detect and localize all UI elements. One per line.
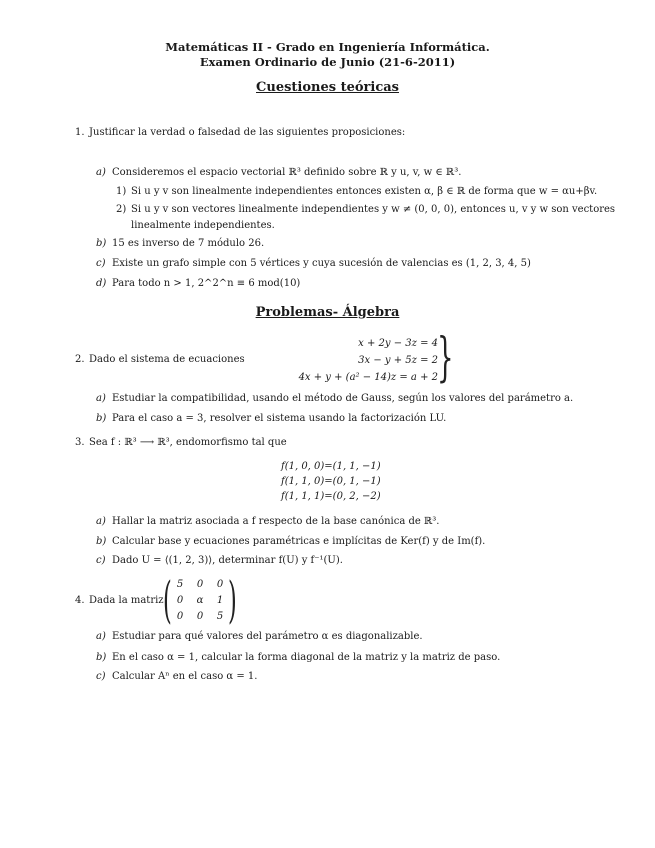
q3-def-2: f(1, 1, 0)=(0, 1, −1) <box>281 476 381 487</box>
matrix-cell: 1 <box>216 595 224 606</box>
q3-c-text: Dado U = ⟨(1, 2, 3)⟩, determinar f(U) y f⁻¹(U). <box>112 555 343 566</box>
q4-intro: Dada la matriz <box>89 595 164 606</box>
q1-a1-text: Si u y v son linealmente independientes entonces existen α, β ∈ ℝ de forma que w = αu+βv. <box>131 186 598 197</box>
header-subtitle: Examen Ordinario de Junio (21-6-2011) <box>199 55 456 69</box>
q1-a-text: Consideremos el espacio vectorial ℝ³ definido sobre ℝ y u, v, w ∈ ℝ³. <box>112 167 462 178</box>
q3-a-text: Hallar la matriz asociada a f respecto de la base canónica de ℝ³. <box>112 516 440 527</box>
matrix-cell: α <box>196 595 204 606</box>
q4-matrix-right-paren: ) <box>228 571 237 629</box>
q3-def-3: f(1, 1, 1)=(0, 2, −2) <box>281 491 381 502</box>
q1-number: 1. <box>75 127 85 138</box>
q4-c-text: Calcular Aⁿ en el caso α = 1. <box>112 671 258 682</box>
section-problems-heading: Problemas- Álgebra <box>255 305 400 320</box>
q2-a-label: a) <box>96 393 106 404</box>
q1-a1-label: 1) <box>116 186 127 197</box>
q1-intro: Justificar la verdad o falsedad de las siguientes proposiciones: <box>89 127 406 138</box>
q4-a-label: a) <box>96 631 106 642</box>
q1-a-label: a) <box>96 167 106 178</box>
q3-intro: Sea f : ℝ³ ⟶ ℝ³, endomorfismo tal que <box>89 437 287 448</box>
matrix-cell: 0 <box>216 579 224 590</box>
q3-a-label: a) <box>96 516 106 527</box>
matrix-cell: 5 <box>176 579 184 590</box>
q4-matrix-left-paren: ( <box>163 571 172 629</box>
matrix-cell: 0 <box>176 595 184 606</box>
q4-b-label: b) <box>96 652 107 663</box>
q4-matrix-row-2 <box>170 595 230 606</box>
q4-matrix-row-1 <box>170 579 230 590</box>
matrix-cell: 5 <box>216 611 224 622</box>
section-theory-heading: Cuestiones teóricas <box>256 80 399 95</box>
q4-c-label: c) <box>96 671 106 682</box>
header-title: Matemáticas II - Grado en Ingeniería Informática. <box>165 40 490 54</box>
q4-matrix-row-3 <box>170 611 230 622</box>
q3-number: 3. <box>75 437 85 448</box>
q3-c-label: c) <box>96 555 106 566</box>
q3-def-1: f(1, 0, 0)=(1, 1, −1) <box>281 461 381 472</box>
q2-system-brace: } <box>437 328 454 388</box>
q1-a2-label: 2) <box>116 204 127 215</box>
q4-b-text: En el caso α = 1, calcular la forma diagonal de la matriz y la matriz de paso. <box>112 652 501 663</box>
q3-b-label: b) <box>96 536 107 547</box>
q1-d-text: Para todo n > 1, 2^2^n ≡ 6 mod(10) <box>112 278 301 289</box>
q2-equation-2: 3x − y + 5z = 2 <box>358 355 438 366</box>
q2-a-text: Estudiar la compatibilidad, usando el método de Gauss, según los valores del parámetro a. <box>112 393 574 404</box>
q4-number: 4. <box>75 595 85 606</box>
q1-b-text: 15 es inverso de 7 módulo 26. <box>112 238 265 249</box>
q1-b-label: b) <box>96 238 107 249</box>
q2-b-label: b) <box>96 413 107 424</box>
q2-equation-3: 4x + y + (a² − 14)z = a + 2 <box>298 372 438 383</box>
q2-number: 2. <box>75 354 85 365</box>
q2-b-text: Para el caso a = 3, resolver el sistema usando la factorización LU. <box>112 413 447 424</box>
q2-equation-1: x + 2y − 3z = 4 <box>358 338 438 349</box>
q2-intro: Dado el sistema de ecuaciones <box>89 354 245 365</box>
matrix-cell: 0 <box>176 611 184 622</box>
q1-d-label: d) <box>96 278 107 289</box>
q1-c-label: c) <box>96 258 106 269</box>
q1-a2-text: Si u y v son vectores linealmente independientes y w ≠ (0, 0, 0), entonces u, v y w son vectores <box>131 204 616 215</box>
q3-b-text: Calcular base y ecuaciones paramétricas e implícitas de Ker(f) y de Im(f). <box>112 536 486 547</box>
q1-a2-text-cont: linealmente independientes. <box>131 220 275 231</box>
matrix-cell: 0 <box>196 611 204 622</box>
q1-c-text: Existe un grafo simple con 5 vértices y cuya sucesión de valencias es (1, 2, 3, 4, 5) <box>112 258 531 269</box>
q4-a-text: Estudiar para qué valores del parámetro α es diagonalizable. <box>112 631 423 642</box>
matrix-cell: 0 <box>196 579 204 590</box>
